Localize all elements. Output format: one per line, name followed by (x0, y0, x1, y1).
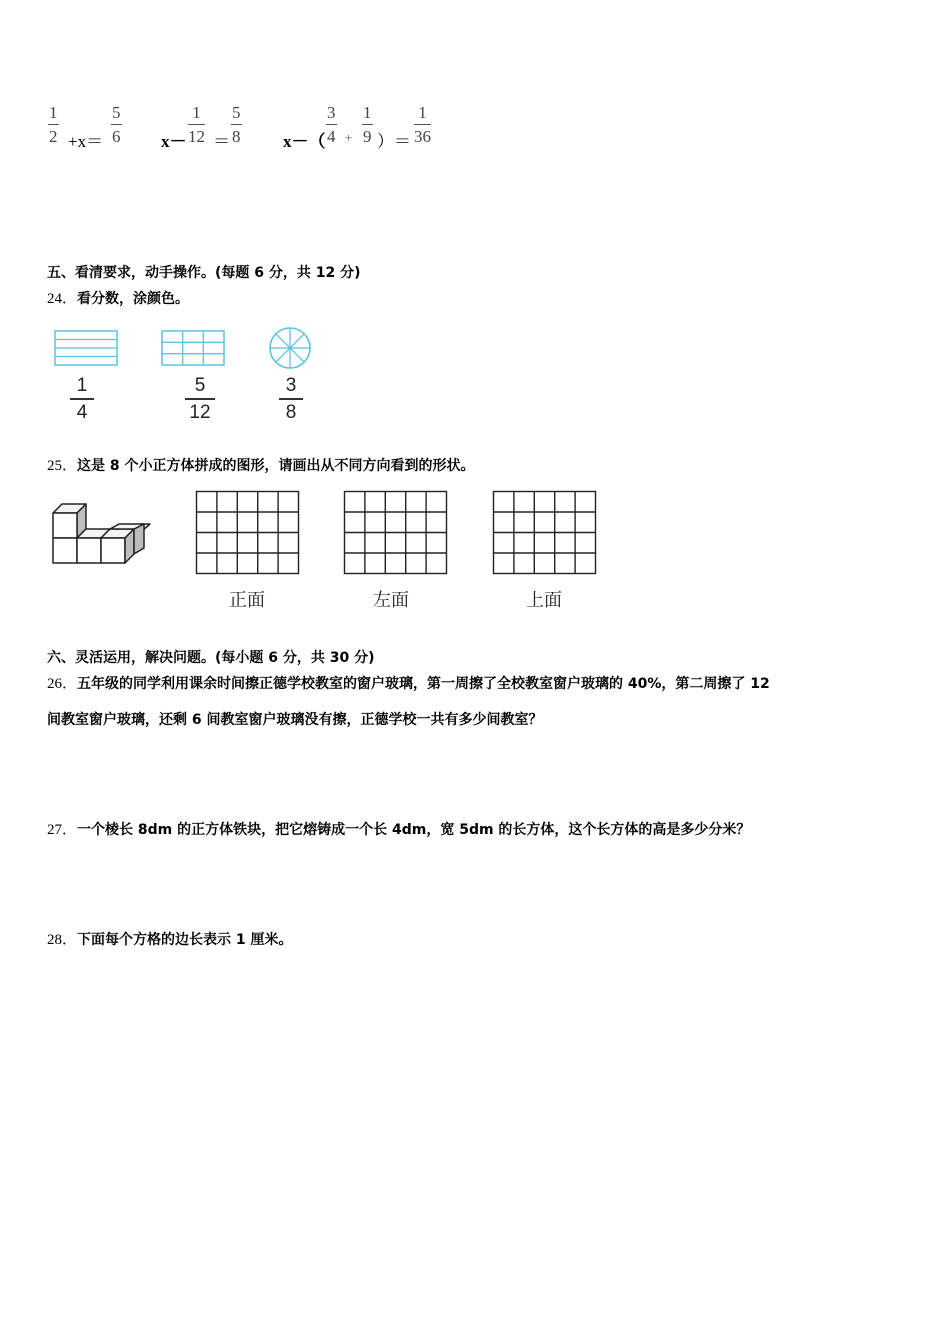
eq2-fraction-2: 5 8 (232, 103, 241, 146)
question-26-line-1 (47, 672, 770, 693)
eq3-plus: + (345, 130, 353, 145)
eq2-equals: ＝ (213, 132, 230, 151)
divided-circle-figure (266, 324, 314, 372)
question-number: 24． (47, 291, 78, 307)
view-label-front: 正面 (229, 590, 265, 611)
question-25 (47, 454, 475, 475)
eq1-fraction-2: 5 6 (112, 103, 121, 146)
question-text: 五年级的同学利用课余时间擦正德学校教室的窗户玻璃，第一周擦了全校教室窗户玻璃的 40%，第二周擦了 12 (77, 676, 770, 692)
grid-view-top (492, 490, 598, 576)
question-number: 28． (47, 932, 78, 948)
eq2-lead: x－ (161, 132, 187, 151)
question-number: 27． (47, 822, 78, 838)
section-6-title: 六、灵活运用，解决问题。(每小题 6 分，共 30 分) (47, 650, 375, 666)
view-label-top: 上面 (526, 590, 562, 611)
striped-rectangle-figure (52, 328, 120, 368)
eq3-lead: x－（ (283, 132, 326, 151)
fraction-label-3: 3 8 (279, 376, 303, 422)
question-27 (47, 818, 750, 839)
question-number: 25． (47, 458, 78, 474)
question-number: 26． (47, 676, 78, 692)
question-28 (47, 928, 293, 949)
grid-view-left (343, 490, 449, 576)
question-26-line-2: 间教室窗户玻璃，还剩 6 间教室窗户玻璃没有擦，正德学校一共有多少间教室？ (47, 712, 543, 728)
section-5-title: 五、看清要求，动手操作。(每题 6 分，共 12 分) (47, 265, 361, 281)
question-text: 看分数，涂颜色。 (77, 291, 190, 307)
fraction-label-2: 5 12 (185, 376, 215, 422)
eq1-operator: +x＝ (68, 132, 104, 151)
eq1-fraction-1: 1 2 (49, 103, 58, 146)
question-24 (47, 287, 189, 308)
grid-rectangle-figure (159, 328, 227, 368)
question-text: 这是 8 个小正方体拼成的图形，请画出从不同方向看到的形状。 (77, 458, 475, 474)
question-text: 一个棱长 8dm 的正方体铁块，把它熔铸成一个长 4dm，宽 5dm 的长方体，这个长方体的高是多少分米？ (77, 822, 751, 838)
eq3-fraction-3: 1 36 (414, 103, 431, 146)
view-label-left: 左面 (373, 590, 409, 611)
eq3-close: ）＝ (377, 132, 411, 151)
question-text: 下面每个方格的边长表示 1 厘米。 (77, 932, 293, 948)
eq3-fraction-2: 1 9 (363, 103, 372, 146)
grid-view-front (195, 490, 301, 576)
eq3-fraction-1: 3 4 (327, 103, 336, 146)
eq2-fraction-1: 1 12 (188, 103, 205, 146)
fraction-label-1: 1 4 (70, 376, 94, 422)
cube-stack-figure (48, 494, 152, 570)
